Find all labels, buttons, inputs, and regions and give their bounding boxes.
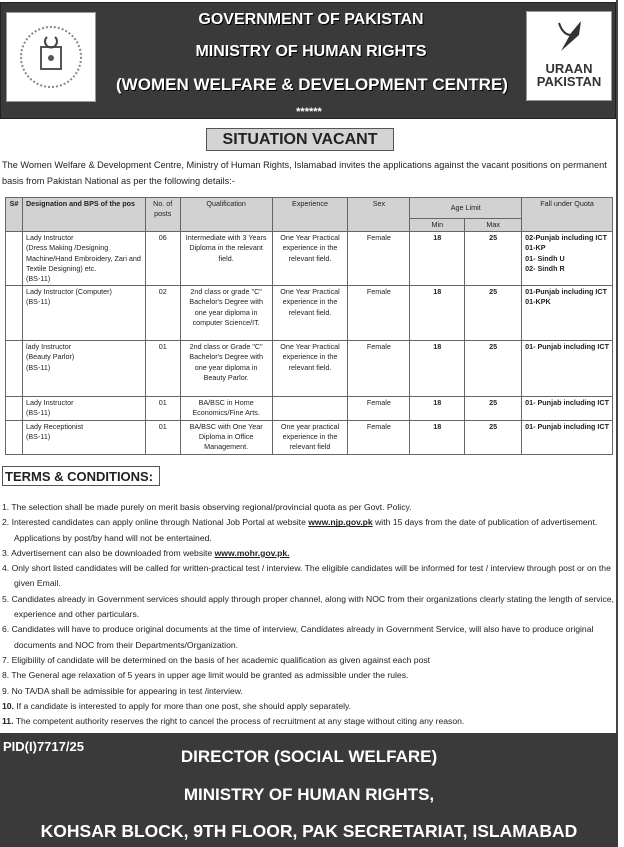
footer-line-1: DIRECTOR (SOCIAL WELFARE) bbox=[180, 747, 438, 766]
header-line-3: (WOMEN WELFARE & DEVELOPMENT CENTRE) bbox=[116, 75, 508, 94]
qualification-cell bbox=[180, 341, 272, 397]
max-cell bbox=[465, 397, 522, 420]
posts-value: 02 bbox=[158, 287, 167, 297]
term-item bbox=[2, 515, 614, 546]
designation-line: (BS-11) bbox=[25, 274, 51, 284]
term-text: The competent authority reserves the right to cancel the process of recruitment at any stage without citing any reason. bbox=[15, 716, 465, 727]
min-value: 18 bbox=[433, 421, 442, 431]
qualification-cell bbox=[180, 286, 272, 341]
sno-cell bbox=[6, 397, 23, 420]
term-item bbox=[2, 699, 614, 714]
sno-cell bbox=[6, 341, 23, 397]
max-value: 25 bbox=[489, 342, 498, 352]
sno-cell bbox=[6, 286, 23, 341]
designation-line: Lady Instructor (Computer) bbox=[25, 287, 112, 297]
term-text-cont: with 15 days from the date of publication of advertisement. Applications by post/by hand will not be entertained. bbox=[14, 517, 598, 543]
sex-value: Female bbox=[366, 342, 391, 352]
max-value: 25 bbox=[489, 233, 498, 243]
term-number: 8. bbox=[2, 670, 10, 681]
term-item bbox=[2, 714, 614, 729]
sex-cell bbox=[348, 420, 410, 454]
qualification-value: 2nd class or Grade "C" Bachelor's Degree with one year diploma in Beauty Parlor. bbox=[189, 342, 263, 382]
min-value: 18 bbox=[433, 287, 442, 297]
quota-line: 01- Punjab including ICT bbox=[525, 421, 609, 431]
term-number: 11. bbox=[2, 716, 14, 727]
sex-value: Female bbox=[366, 421, 391, 431]
header-banner bbox=[0, 2, 616, 119]
header-sno: S# bbox=[6, 198, 23, 232]
min-value: 18 bbox=[433, 233, 442, 243]
header-sex: Sex bbox=[348, 198, 410, 232]
term-number: 3. bbox=[2, 547, 10, 558]
sex-cell bbox=[348, 232, 410, 286]
terms-heading: TERMS & CONDITIONS: bbox=[2, 466, 160, 486]
sno-cell bbox=[6, 232, 23, 286]
sex-cell bbox=[348, 286, 410, 341]
intro-paragraph: The Women Welfare & Development Centre, Ministry of Human Rights, Islamabad invites the applications against the vacant positions on permanent basis from Pakistan National as per the following details:- bbox=[2, 160, 607, 186]
term-number: 6. bbox=[2, 624, 10, 635]
min-cell bbox=[410, 397, 465, 420]
header-max: Max bbox=[465, 219, 522, 232]
uraan-text: URAAN bbox=[545, 61, 593, 76]
experience-value: One year practical experience in the relevant field bbox=[280, 421, 340, 452]
table-row bbox=[6, 341, 613, 397]
max-value: 25 bbox=[489, 421, 498, 431]
term-text: Interested candidates can apply online through National Job Portal at website bbox=[11, 517, 309, 528]
min-cell bbox=[410, 420, 465, 454]
term-number: 1. bbox=[2, 502, 10, 512]
designation-cell bbox=[22, 397, 145, 420]
designation-line: (BS-11) bbox=[25, 431, 51, 441]
term-item bbox=[2, 561, 614, 592]
website-link[interactable]: www.njp.gov.pk bbox=[308, 517, 373, 528]
posts-value: 01 bbox=[158, 398, 167, 408]
quota-line: 01-Punjab including ICT bbox=[525, 287, 607, 297]
designation-line: (BS-11) bbox=[25, 408, 51, 418]
header-age-limit: Age Limit bbox=[410, 198, 522, 219]
emblem-icon bbox=[11, 17, 91, 97]
qualification-value: 2nd class or grade "C" Bachelor's Degree with one year diploma in computer Science/IT. bbox=[189, 287, 263, 327]
sno-cell bbox=[6, 420, 23, 454]
min-cell bbox=[410, 341, 465, 397]
quota-line: 02-Punjab including ICT bbox=[525, 233, 607, 243]
term-text: No TA/DA shall be admissible for appearing in test /interview. bbox=[11, 685, 243, 696]
experience-value: One Year Practical experience in the relevant field. bbox=[280, 342, 340, 372]
min-cell bbox=[410, 232, 465, 286]
header-quota: Fall under Quota bbox=[522, 198, 613, 232]
quota-line: 01- Punjab including ICT bbox=[525, 398, 609, 408]
qualification-cell bbox=[180, 232, 272, 286]
term-item bbox=[2, 592, 614, 623]
term-number: 4. bbox=[2, 563, 10, 574]
situation-vacant-heading: SITUATION VACANT bbox=[206, 128, 394, 151]
term-text: The General age relaxation of 5 years in upper age limit would be granted as admissible under the rules. bbox=[11, 670, 409, 681]
terms-list bbox=[2, 500, 614, 729]
posts-cell bbox=[145, 286, 180, 341]
term-text: If a candidate is interested to apply for more than one post, she should apply separately. bbox=[16, 700, 352, 711]
term-text: Advertisement can also be downloaded from website bbox=[11, 547, 215, 558]
experience-value: One Year Practical experience in the relevant field. bbox=[280, 233, 340, 263]
header-designation: Designation and BPS of the pos bbox=[22, 198, 145, 232]
uraan-pakistan-logo bbox=[526, 11, 612, 101]
header-qualification: Qualification bbox=[180, 198, 272, 232]
term-text: The selection shall be made purely on merit basis observing regional/provincial quota as per Govt. Policy. bbox=[11, 502, 412, 512]
header-stars: ****** bbox=[296, 106, 322, 118]
pakistan-text: PAKISTAN bbox=[536, 74, 602, 89]
posts-cell bbox=[145, 232, 180, 286]
designation-line: Lady Instructor bbox=[25, 233, 74, 243]
designation-line: (Beauty Parlor) bbox=[25, 352, 75, 362]
experience-cell bbox=[272, 286, 348, 341]
bird-icon bbox=[549, 15, 589, 57]
term-number: 9. bbox=[2, 685, 10, 696]
experience-value: One Year Practical experience in the relevant field. bbox=[280, 287, 340, 317]
max-value: 25 bbox=[489, 287, 498, 297]
max-cell bbox=[465, 341, 522, 397]
posts-cell bbox=[145, 420, 180, 454]
term-number: 5. bbox=[2, 593, 10, 604]
vacancy-table bbox=[5, 197, 613, 455]
designation-line: lady Instructor bbox=[25, 342, 72, 352]
designation-cell bbox=[22, 341, 145, 397]
quota-line: 01-KPK bbox=[525, 297, 551, 307]
sex-value: Female bbox=[366, 233, 391, 243]
quota-line: 01- Sindh U bbox=[525, 253, 565, 263]
quota-line: 02- Sindh R bbox=[525, 263, 565, 273]
designation-line: Lady Receptionist bbox=[25, 421, 84, 431]
designation-line: (BS-11) bbox=[25, 297, 51, 307]
header-line-1: GOVERNMENT OF PAKISTAN bbox=[198, 11, 424, 28]
designation-cell bbox=[22, 420, 145, 454]
footer-line-3: KOHSAR BLOCK, 9TH FLOOR, PAK SECRETARIAT, ISLAMABAD bbox=[40, 821, 578, 841]
sex-value: Female bbox=[366, 398, 391, 408]
header-posts: No. of posts bbox=[145, 198, 180, 232]
term-item bbox=[2, 546, 614, 561]
quota-cell bbox=[522, 286, 613, 341]
footer-banner bbox=[0, 733, 618, 847]
posts-cell bbox=[145, 397, 180, 420]
quota-cell bbox=[522, 341, 613, 397]
quota-cell bbox=[522, 420, 613, 454]
header-experience: Experience bbox=[272, 198, 348, 232]
header-line-2: MINISTRY OF HUMAN RIGHTS bbox=[195, 43, 427, 60]
posts-value: 06 bbox=[158, 233, 167, 243]
quota-line: 01- Punjab including ICT bbox=[525, 342, 609, 352]
experience-cell bbox=[272, 341, 348, 397]
designation-cell bbox=[22, 232, 145, 286]
max-cell bbox=[465, 286, 522, 341]
designation-line: (Dress Making /Designing Machine/Hand Embroidery, Zari and Textile Designing) etc. bbox=[25, 243, 141, 273]
ministry-emblem-logo bbox=[6, 12, 96, 102]
term-number: 7. bbox=[2, 654, 10, 665]
sex-cell bbox=[348, 397, 410, 420]
max-value: 25 bbox=[489, 398, 498, 408]
term-item bbox=[2, 622, 614, 653]
term-number: 2. bbox=[2, 517, 10, 528]
sex-value: Female bbox=[366, 287, 391, 297]
experience-cell bbox=[272, 397, 348, 420]
min-cell bbox=[410, 286, 465, 341]
term-item bbox=[2, 500, 614, 515]
experience-cell bbox=[272, 420, 348, 454]
term-text: Candidates already in Government services should apply through proper channel, along with NOC from their organizations clearly stating the length of service, experience and other particulars. bbox=[11, 593, 614, 620]
designation-line: (BS-11) bbox=[25, 362, 51, 372]
table-row bbox=[6, 286, 613, 341]
designation-cell bbox=[22, 286, 145, 341]
term-number: 10. bbox=[2, 700, 14, 711]
posts-cell bbox=[145, 341, 180, 397]
experience-cell bbox=[272, 232, 348, 286]
header-min: Min bbox=[410, 219, 465, 232]
qualification-value: BA/BSC in Home Economics/Fine Arts. bbox=[192, 398, 260, 418]
term-item bbox=[2, 684, 614, 699]
min-value: 18 bbox=[433, 398, 442, 408]
qualification-cell bbox=[180, 397, 272, 420]
max-cell bbox=[465, 232, 522, 286]
quota-cell bbox=[522, 397, 613, 420]
table-row bbox=[6, 397, 613, 420]
term-text: Eligibility of candidate will be determined on the basis of her academic qualification as given against each post bbox=[11, 654, 431, 665]
qualification-value: Intermediate with 3 Years Diploma in the relevant field. bbox=[185, 233, 267, 263]
qualification-value: BA/BSC with One Year Diploma in Office Management. bbox=[189, 421, 263, 452]
qualification-cell bbox=[180, 420, 272, 454]
sex-cell bbox=[348, 341, 410, 397]
posts-value: 01 bbox=[158, 342, 167, 352]
table-row bbox=[6, 420, 613, 454]
term-item bbox=[2, 653, 614, 668]
pid-number: PID(I)7717/25 bbox=[3, 739, 84, 754]
posts-value: 01 bbox=[158, 421, 167, 431]
term-item bbox=[2, 668, 614, 683]
max-cell bbox=[465, 420, 522, 454]
quota-cell bbox=[522, 232, 613, 286]
designation-line: Lady Instructor bbox=[25, 398, 74, 408]
footer-line-2: MINISTRY OF HUMAN RIGHTS, bbox=[183, 785, 435, 804]
term-text: Only short listed candidates will be called for written-practical test / interview. The eligible candidates will be informed for test / interview through post or on the given Email. bbox=[11, 563, 611, 589]
term-text: Candidates will have to produce original documents at the time of interview, Candidates already in Government Service, will also have to produce original documents and NOC from their Departments/Organization. bbox=[11, 624, 594, 650]
table-row bbox=[6, 232, 613, 286]
min-value: 18 bbox=[433, 342, 442, 352]
quota-line: 01-KP bbox=[525, 243, 546, 253]
website-link[interactable]: www.mohr.gov.pk. bbox=[214, 547, 290, 558]
